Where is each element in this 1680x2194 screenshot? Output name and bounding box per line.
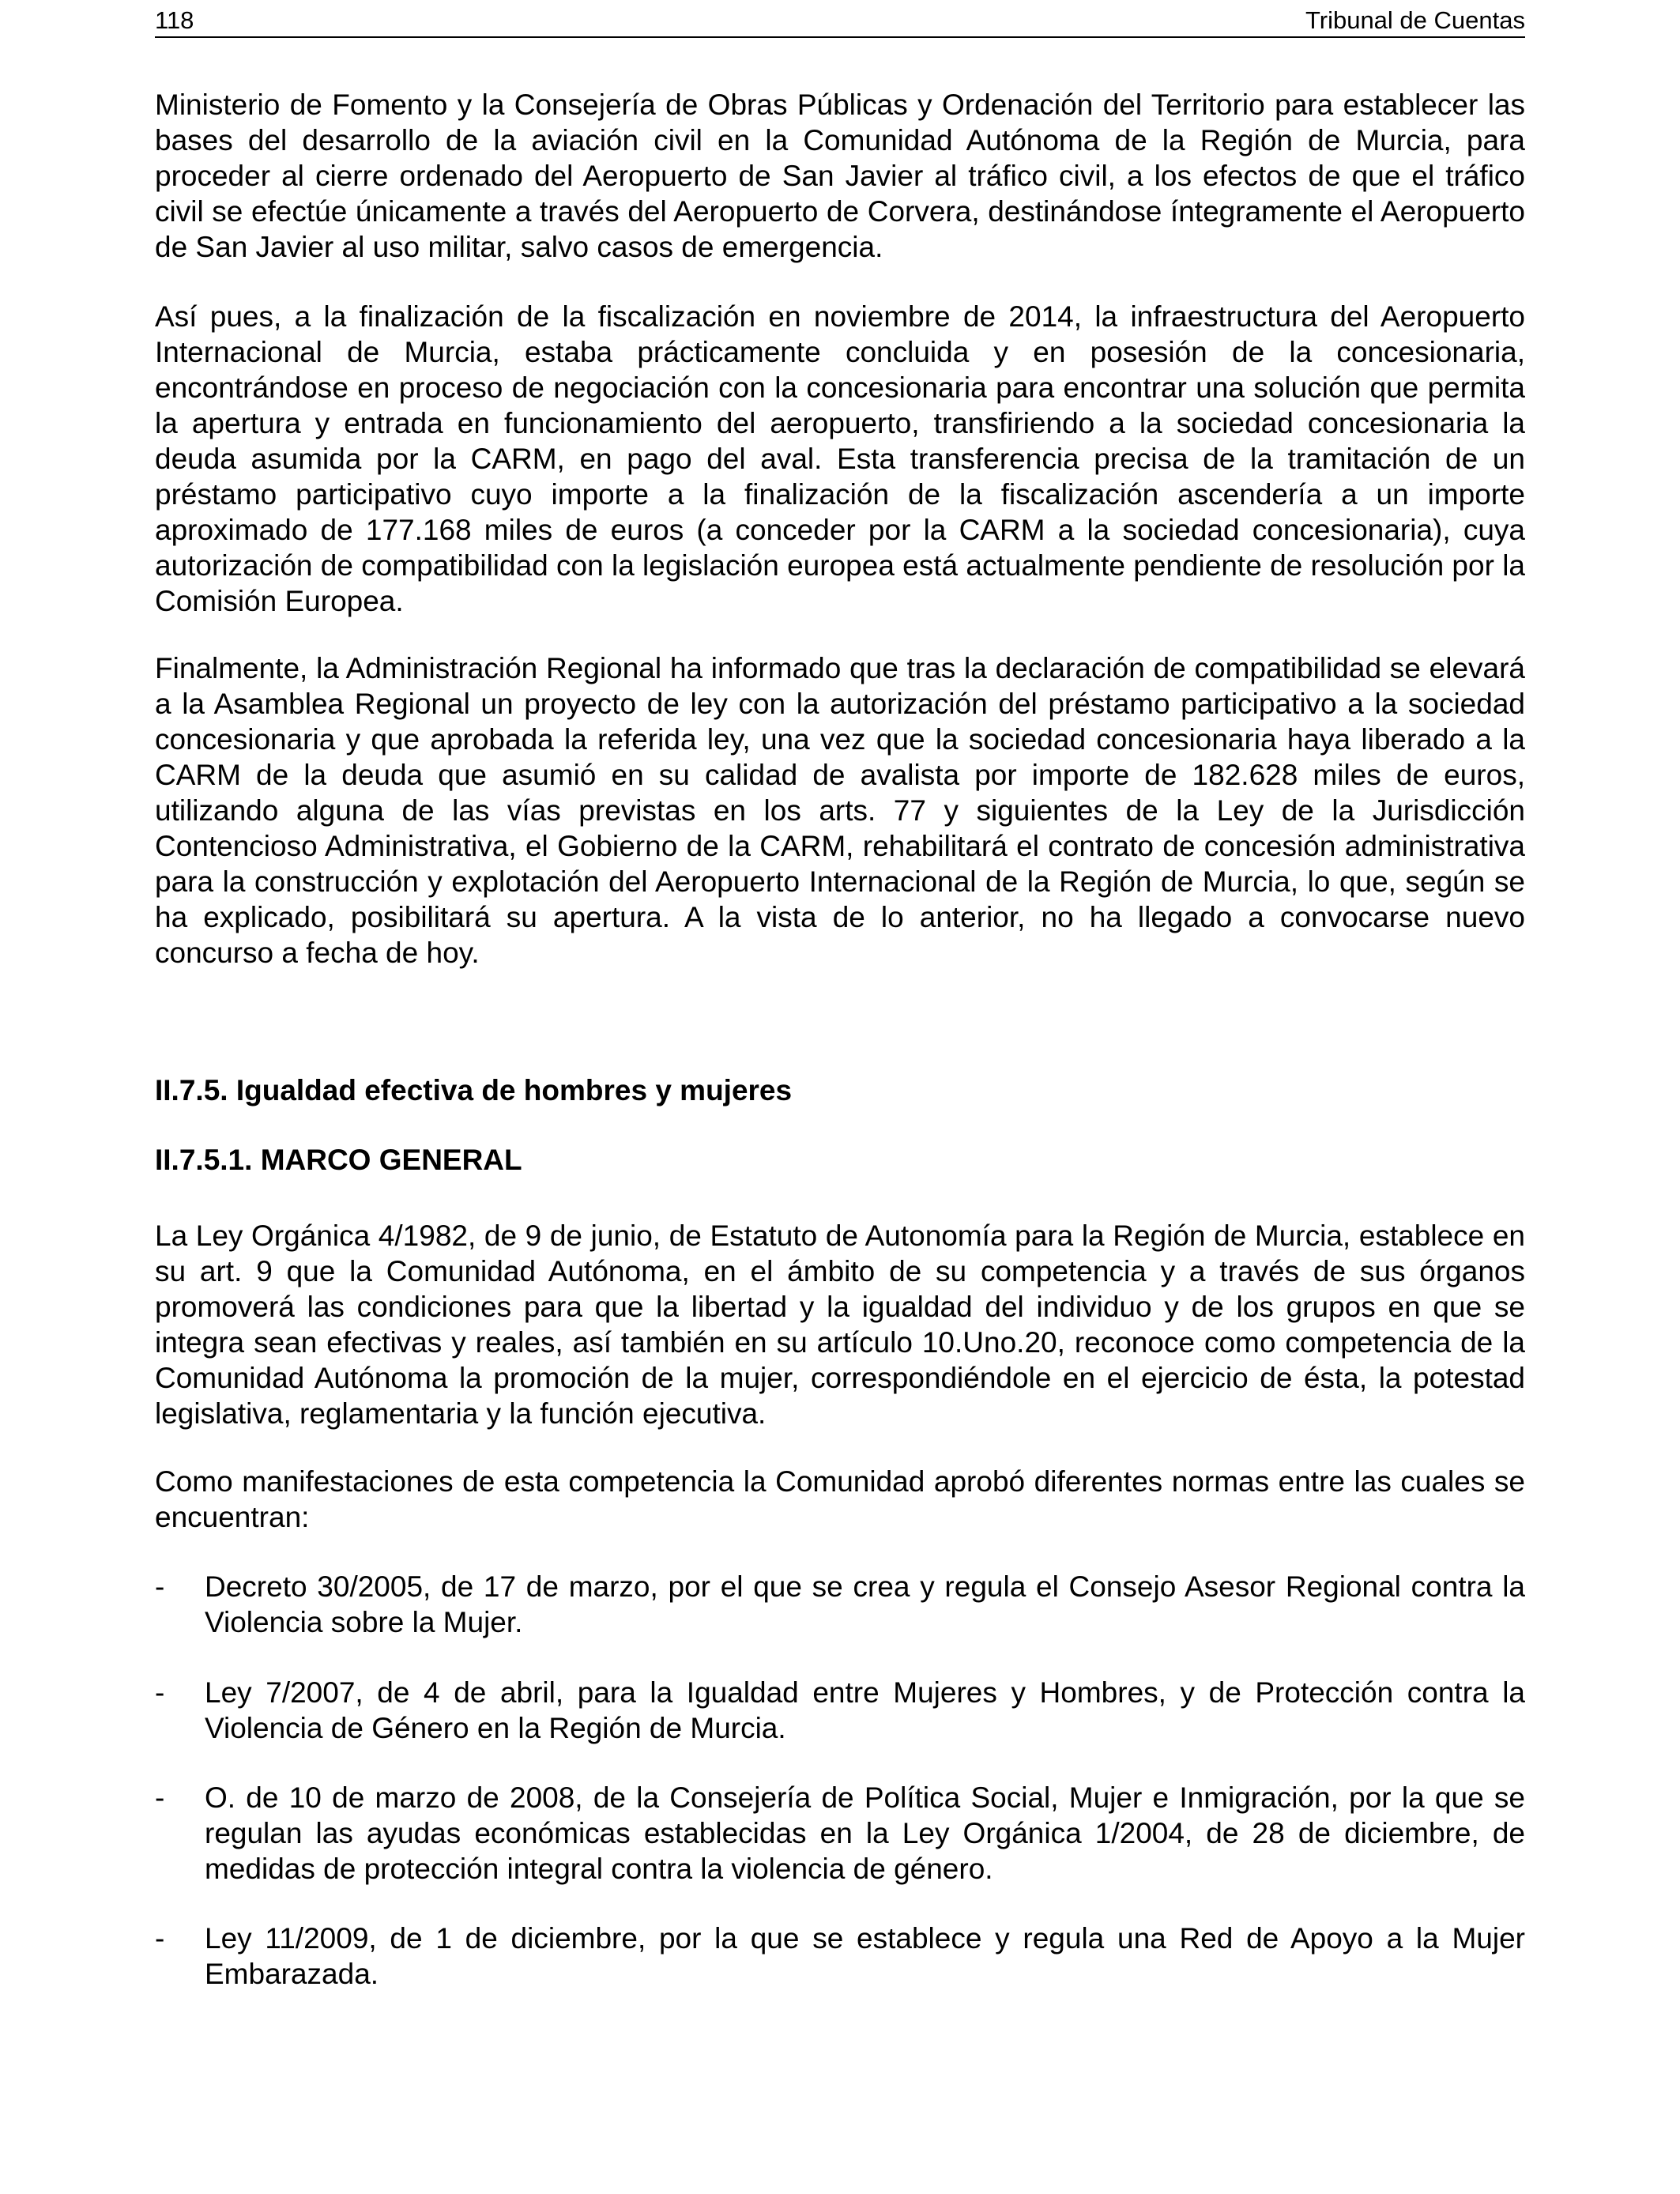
section-subheading [155, 1142, 1525, 1178]
bullet-dash: - [155, 1570, 165, 1603]
bullet-dash: - [155, 1922, 165, 1955]
paragraph-5 [155, 1464, 1525, 1535]
bullet-dash: - [155, 1676, 165, 1709]
page-number: 118 [155, 6, 194, 34]
paragraph-3 [155, 650, 1525, 971]
page-header [155, 5, 1525, 38]
list-item-text: Decreto 30/2005, de 17 de marzo, por el que se crea y regula el Consejo Asesor Regional contra la Violencia sobre la Mujer. [205, 1570, 1525, 1638]
list-item [155, 1569, 1525, 1640]
subsection-title: II.7.5.1. MARCO GENERAL [155, 1144, 522, 1176]
paragraph-4 [155, 1218, 1525, 1431]
paragraph-text: Como manifestaciones de esta competencia la Comunidad aprobó diferentes normas entre las cuales se encuentran: [155, 1465, 1525, 1533]
list-item [155, 1921, 1525, 1992]
paragraph-text: La Ley Orgánica 4/1982, de 9 de junio, de Estatuto de Autonomía para la Región de Murcia, establece en su art. 9 que la Comunidad Autónoma, en el ámbito de su competencia y a través de sus órganos promoverá las condiciones para que la libertad y la igualdad del individuo y de los grupos en que se integra sean efectivas y reales, así también en su artículo 10.Uno.20, reconoce como competencia de la Comunidad Autónoma la promoción de la mujer, correspondiéndole en el ejercicio de ésta, la potestad legislativa, reglamentaria y la función ejecutiva. [155, 1220, 1525, 1430]
section-heading [155, 1072, 1525, 1108]
paragraph-1 [155, 87, 1525, 265]
header-title: Tribunal de Cuentas [1305, 6, 1525, 34]
section-title: II.7.5. Igualdad efectiva de hombres y mujeres [155, 1074, 793, 1106]
list-item [155, 1675, 1525, 1746]
paragraph-text: Finalmente, la Administración Regional ha informado que tras la declaración de compatibilidad se elevará a la Asamblea Regional un proyecto de ley con la autorización del préstamo participativo a la sociedad concesionaria y que aprobada la referida ley, una vez que la sociedad concesionaria haya liberado a la CARM de la deuda que asumió en su calidad de avalista por importe de 182.628 miles de euros, utilizando alguna de las vías previstas en los arts. 77 y siguientes de la Ley de la Jurisdicción Contencioso Administrativa, el Gobierno de la CARM, rehabilitará el contrato de concesión administrativa para la construcción y explotación del Aeropuerto Internacional de la Región de Murcia, lo que, según se ha explicado, posibilitará su apertura. A la vista de lo anterior, no ha llegado a convocarse nuevo concurso a fecha de hoy. [155, 652, 1525, 969]
list-item-text: Ley 7/2007, de 4 de abril, para la Igualdad entre Mujeres y Hombres, y de Protección contra la Violencia de Género en la Región de Murcia. [205, 1676, 1525, 1744]
list-item-text: O. de 10 de marzo de 2008, de la Consejería de Política Social, Mujer e Inmigración, por la que se regulan las ayudas económicas establecidas en la Ley Orgánica 1/2004, de 28 de diciembre, de medidas de protección integral contra la violencia de género. [205, 1781, 1525, 1885]
list-item [155, 1780, 1525, 1887]
list-item-text: Ley 11/2009, de 1 de diciembre, por la que se establece y regula una Red de Apoyo a la Mujer Embarazada. [205, 1922, 1525, 1990]
document-page [155, 0, 1525, 2194]
bullet-dash: - [155, 1781, 165, 1814]
paragraph-text: Ministerio de Fomento y la Consejería de Obras Públicas y Ordenación del Territorio para establecer las bases del desarrollo de la aviación civil en la Comunidad Autónoma de la Región de Murcia, para proceder al cierre ordenado del Aeropuerto de San Javier al tráfico civil, a los efectos de que el tráfico civil se efectúe únicamente a través del Aeropuerto de Corvera, destinándose íntegramente el Aeropuerto de San Javier al uso militar, salvo casos de emergencia. [155, 89, 1525, 263]
paragraph-2 [155, 299, 1525, 619]
paragraph-text: Así pues, a la finalización de la fiscalización en noviembre de 2014, la infraestructura del Aeropuerto Internacional de Murcia, estaba prácticamente concluida y en posesión de la concesionaria, encontrándose en proceso de negociación con la concesionaria para encontrar una solución que permita la apertura y entrada en funcionamiento del aeropuerto, transfiriendo a la sociedad concesionaria la deuda asumida por la CARM, en pago del aval. Esta transferencia precisa de la tramitación de un préstamo participativo cuyo importe a la finalización de la fiscalización ascendería a un importe aproximado de 177.168 miles de euros (a conceder por la CARM a la sociedad concesionaria), cuya autorización de compatibilidad con la legislación europea está actualmente pendiente de resolución por la Comisión Europea. [155, 300, 1525, 617]
